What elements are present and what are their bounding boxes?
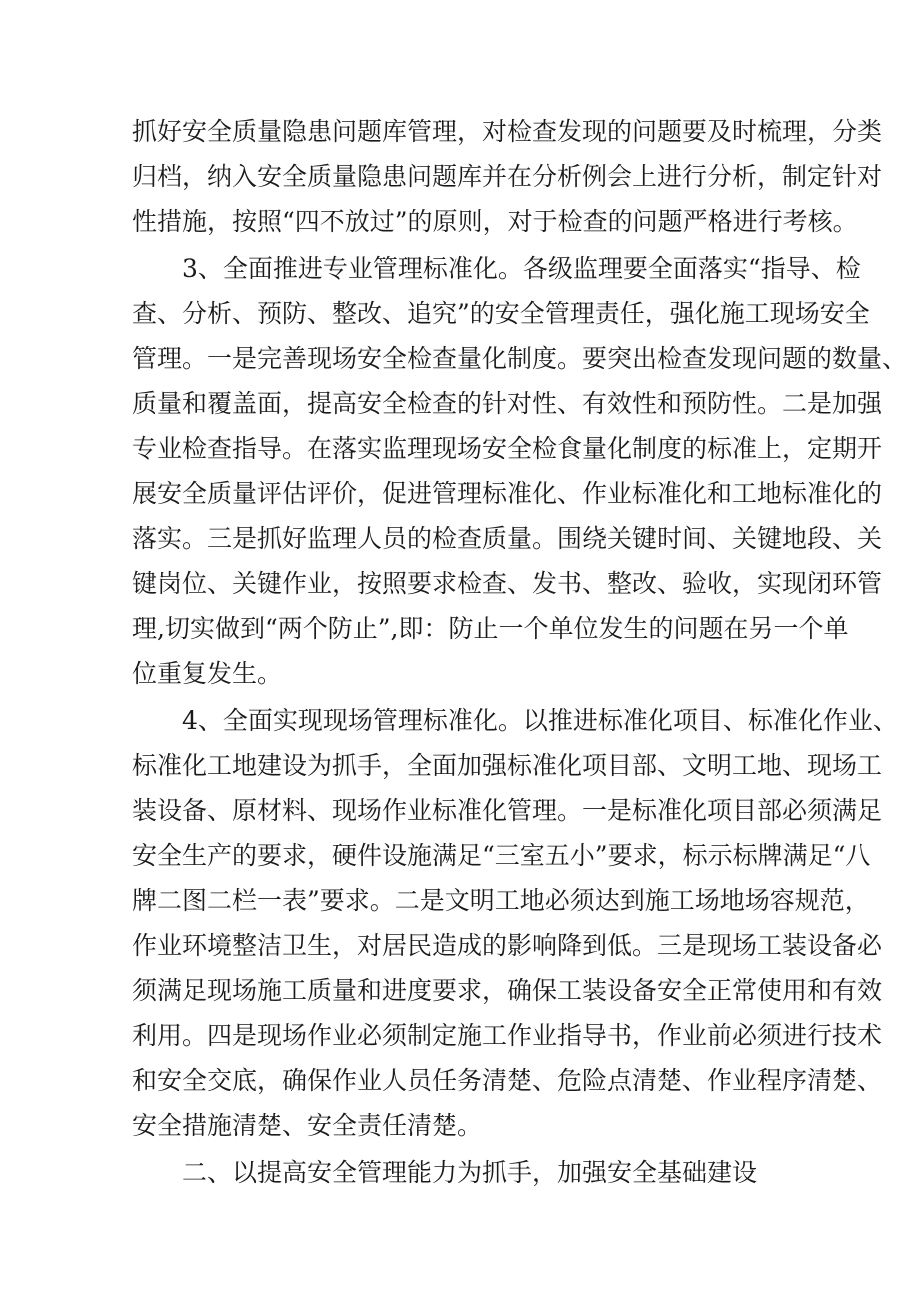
paragraph-3-line-8: 利用。四是现场作业必须制定施工作业指导书，作业前必须进行技术 <box>132 1021 883 1050</box>
paragraph-1-line-2: 归档，纳入安全质量隐患问题库并在分析例会上进行分析，制定针对 <box>132 162 883 191</box>
paragraph-3-line-4: 安全生产的要求，硬件设施满足“三室五小”要求，标示标牌满足“八 <box>132 841 871 870</box>
paragraph-3-line-1: 4、全面实现现场管理标准化。以推进标准化项目、标准化作业、 <box>182 706 898 735</box>
paragraph-3-line-2: 标准化工地建设为抓手，全面加强标准化项目部、文明工地、现场工 <box>132 751 883 780</box>
paragraph-2-line-5: 专业检查指导。在落实监理现场安全检食量化制度的标准上，定期开 <box>132 434 883 463</box>
paragraph-2-line-7: 落实。三是抓好监理人员的检查质量。围绕关键时间、关键地段、关 <box>132 524 883 553</box>
paragraph-2-line-1: 3、全面推进专业管理标准化。各级监理要全面落实“指导、检 <box>182 254 861 283</box>
paragraph-2-line-8: 键岗位、关键作业，按照要求检查、发书、整改、验收，实现闭环管 <box>132 569 883 598</box>
paragraph-2-line-6: 展安全质量评估评价，促进管理标准化、作业标准化和工地标准化的 <box>132 479 883 508</box>
paragraph-3-line-3: 装设备、原材料、现场作业标准化管理。一是标准化项目部必须满足 <box>132 796 883 825</box>
paragraph-3-line-5: 牌二图二栏一表”要求。二是文明工地必须达到施工场地场容规范， <box>132 886 870 915</box>
paragraph-3-line-7: 须满足现场施工质量和进度要求，确保工装设备安全正常使用和有效 <box>132 976 883 1005</box>
paragraph-2-line-2: 查、分析、预防、整改、追究”的安全管理责任，强化施工现场安全 <box>132 299 870 328</box>
paragraph-2-line-9: 理,切实做到“两个防止”,即：防止一个单位发生的问题在另一个单 <box>132 614 849 643</box>
paragraph-1-line-1: 抓好安全质量隐患问题库管理，对检查发现的问题要及时梳理，分类 <box>132 117 883 146</box>
paragraph-1-line-3: 性措施，按照“四不放过”的原则，对于检查的问题严格进行考核。 <box>132 207 858 236</box>
paragraph-3-line-10: 安全措施清楚、安全责任清楚。 <box>132 1111 483 1140</box>
paragraph-2-line-10: 位重复发生。 <box>132 659 283 688</box>
paragraph-3-line-6: 作业环境整洁卫生，对居民造成的影响降到低。三是现场工装设备必 <box>132 931 883 960</box>
section-heading: 二、以提高安全管理能力为抓手，加强安全基础建设 <box>182 1158 758 1187</box>
paragraph-2-line-4: 质量和覆盖面，提高安全检查的针对性、有效性和预防性。二是加强 <box>132 389 883 418</box>
paragraph-2-line-3: 管理。一是完善现场安全检查量化制度。要突出检查发现问题的数量、 <box>132 344 908 373</box>
paragraph-3-line-9: 和安全交底，确保作业人员任务清楚、危险点清楚、作业程序清楚、 <box>132 1066 883 1095</box>
